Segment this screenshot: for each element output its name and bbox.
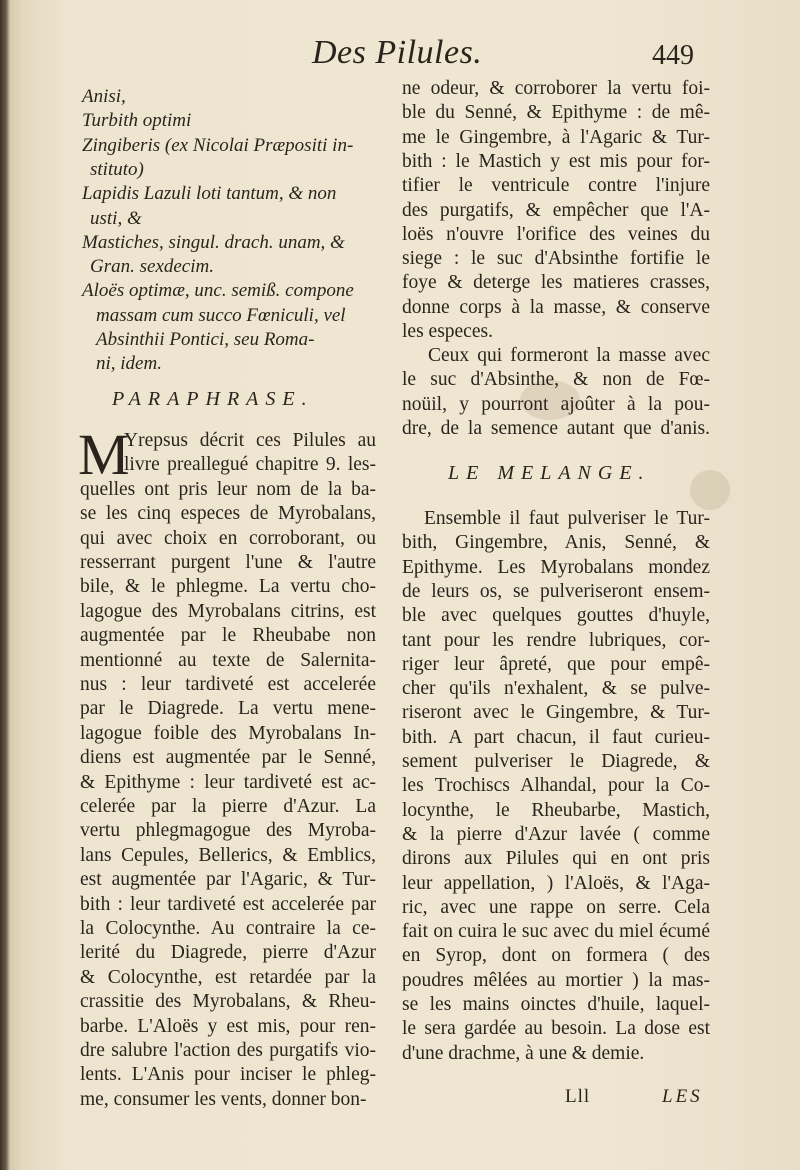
body-line: ne odeur, & corroborer la vertu foi- xyxy=(402,78,710,99)
body-line: loës n'ouvre l'orifice des veines du xyxy=(402,223,710,245)
body-line: foye & deterge les matieres crasses, xyxy=(402,272,710,294)
recipe-line: Aloës optimæ, unc. semiß. compone xyxy=(82,280,354,302)
recipe-line: stituto) xyxy=(90,158,144,180)
book-binding-edge xyxy=(0,0,10,1170)
page-number: 449 xyxy=(652,40,694,71)
paraphrase-line: livre preallegué chapitre 9. les- xyxy=(124,454,376,476)
body-line: bith : le Mastich y est mis pour for- xyxy=(402,150,710,172)
paraphrase-line: lans Cepules, Bellerics, & Emblics, xyxy=(80,844,376,866)
melange-line: leur appellation, ) l'Aloës, & l'Aga- xyxy=(402,872,710,894)
melange-line: poudres mêlées au mortier ) la mas- xyxy=(402,969,710,991)
melange-line: de leurs os, se pulveriseront ensem- xyxy=(402,580,710,602)
recipe-line: Gran. sexdecim. xyxy=(90,256,214,278)
melange-line: les Trochiscs Alhandal, pour la Co- xyxy=(402,775,710,797)
melange-line: se les mains oinctes d'huile, laquel- xyxy=(402,994,710,1015)
catchword: LES xyxy=(662,1086,703,1107)
recipe-line: Zingiberis (ex Nicolai Præpositi in- xyxy=(82,134,354,156)
recipe-line: ni, idem. xyxy=(96,353,162,375)
paraphrase-line: par le Diagrede. La vertu mene- xyxy=(80,698,376,720)
running-head-title: Des Pilules. xyxy=(312,34,483,71)
paraphrase-line: Yrepsus décrit ces Pilules au xyxy=(124,430,376,451)
paraphrase-line: mentionné au texte de Salernita- xyxy=(80,649,376,671)
melange-line: ric, avec une rappe on serre. Cela xyxy=(402,896,710,918)
paraphrase-line: la Colocynthe. Au contraire la ce- xyxy=(80,918,376,939)
paraphrase-line: & Epithyme : leur tardiveté est ac- xyxy=(80,771,376,793)
recipe-line: Anisi, xyxy=(82,86,126,107)
melange-line: cher qu'ils n'exhalent, & se pulve- xyxy=(402,678,710,700)
body-line: des purgatifs, & empêcher que l'A- xyxy=(402,199,710,221)
paraphrase-line: lents. L'Anis pour inciser le phleg- xyxy=(80,1064,376,1086)
paraphrase-line: barbe. L'Aloës y est mis, pour ren- xyxy=(80,1015,376,1037)
body-line: les especes. xyxy=(402,321,493,342)
melange-line: & la pierre d'Azur lavée ( comme xyxy=(402,823,710,845)
paraphrase-line: se les cinq especes de Myrobalans, xyxy=(80,503,376,525)
paraphrase-line: celerée par la pierre d'Azur. La xyxy=(80,796,376,817)
melange-line: locynthe, le Rheubarbe, Mastich, xyxy=(402,799,710,821)
body-line: le suc d'Absinthe, & non de Fœ- xyxy=(402,369,710,391)
melange-line: dirons aux Pilules qui en ont pris xyxy=(402,848,710,870)
melange-line: ble avec quelques gouttes d'huyle, xyxy=(402,605,710,627)
paraphrase-line: dre salubre l'action des purgatifs vio- xyxy=(80,1040,376,1061)
body-line: noüil, y pourront ajoûter à la pou- xyxy=(402,393,710,415)
body-line: ble du Senné, & Epithyme : de mê- xyxy=(402,102,710,124)
paraphrase-line: crassitie des Myrobalans, & Rheu- xyxy=(80,991,376,1013)
melange-heading: LE MELANGE. xyxy=(448,462,651,484)
recipe-line: Mastiches, singul. drach. unam, & xyxy=(82,231,345,253)
melange-line: tant pour les rendre lubriques, cor- xyxy=(402,629,710,651)
paraphrase-line: lagogue des Myrobalans citrins, est xyxy=(80,600,376,622)
melange-line: le sera gardée au besoin. La dose est xyxy=(402,1018,710,1040)
body-line: dre, de la semence autant que d'anis. xyxy=(402,417,710,439)
body-line: Ceux qui formeront la masse avec xyxy=(428,345,710,366)
melange-line: fait on cuira le suc avec du miel écumé xyxy=(402,921,710,943)
recipe-line: usti, & xyxy=(90,207,142,229)
body-line: donne corps à la masse, & conserve xyxy=(402,296,710,318)
melange-line: d'une drachme, à une & demie. xyxy=(402,1042,645,1064)
paraphrase-line: augmentée par le Rheubabe non xyxy=(80,625,376,647)
recipe-line: massam cum succo Fœniculi, vel xyxy=(96,304,346,326)
paraphrase-line: est augmentée par l'Agaric, & Tur- xyxy=(80,869,376,891)
paraphrase-line: nus : leur tardiveté est accelerée xyxy=(80,674,376,695)
body-line: siege : le suc d'Absinthe fortifie le xyxy=(402,248,710,270)
paraphrase-line: bile, & le phlegme. La vertu cho- xyxy=(80,576,376,598)
paraphrase-line: diens est augmentée par le Senné, xyxy=(80,747,376,769)
paraphrase-line: lerité du Diagrede, pierre d'Azur xyxy=(80,942,376,964)
paper-stain xyxy=(690,470,730,510)
melange-line: Ensemble il faut pulveriser le Tur- xyxy=(424,508,710,529)
recipe-line: Turbith optimi xyxy=(82,110,192,132)
melange-line: sement pulveriser le Diagrede, & xyxy=(402,751,710,772)
recipe-line: Absinthii Pontici, seu Roma- xyxy=(96,329,315,350)
melange-line: riger leur âpreté, que pour empê- xyxy=(402,653,710,675)
paraphrase-heading: PARAPHRASE. xyxy=(112,388,314,410)
melange-line: riseront avec le Gingembre, & Tur- xyxy=(402,702,710,724)
paraphrase-line: lagogue foible des Myrobalans In- xyxy=(80,722,376,744)
body-line: tifier le ventricule contre l'injure xyxy=(402,175,710,197)
recipe-line: Lapidis Lazuli loti tantum, & non xyxy=(82,183,337,205)
melange-line: Epithyme. Les Myrobalans mondez xyxy=(402,556,710,578)
paraphrase-line: me, consumer les vents, donner bon- xyxy=(80,1088,367,1110)
paraphrase-line: quelles ont pris leur nom de la ba- xyxy=(80,478,376,500)
paraphrase-line: & Colocynthe, est retardée par la xyxy=(80,966,376,988)
paraphrase-line: qui avec choix en corroborant, ou xyxy=(80,527,376,549)
melange-line: en Syrop, dont on formera ( des xyxy=(402,945,710,967)
melange-line: bith. A part chacun, il faut curieu- xyxy=(402,726,710,748)
paraphrase-line: vertu phlegmagogue des Myroba- xyxy=(80,820,376,842)
drop-cap: M xyxy=(78,422,130,487)
paraphrase-line: resserrant purgent l'une & l'autre xyxy=(80,552,376,573)
paraphrase-line: bith : leur tardiveté est accelerée par xyxy=(80,893,376,915)
signature-mark: Lll xyxy=(565,1086,591,1107)
melange-line: bith, Gingembre, Anis, Senné, & xyxy=(402,532,710,554)
body-line: me le Gingembre, à l'Agaric & Tur- xyxy=(402,126,710,148)
